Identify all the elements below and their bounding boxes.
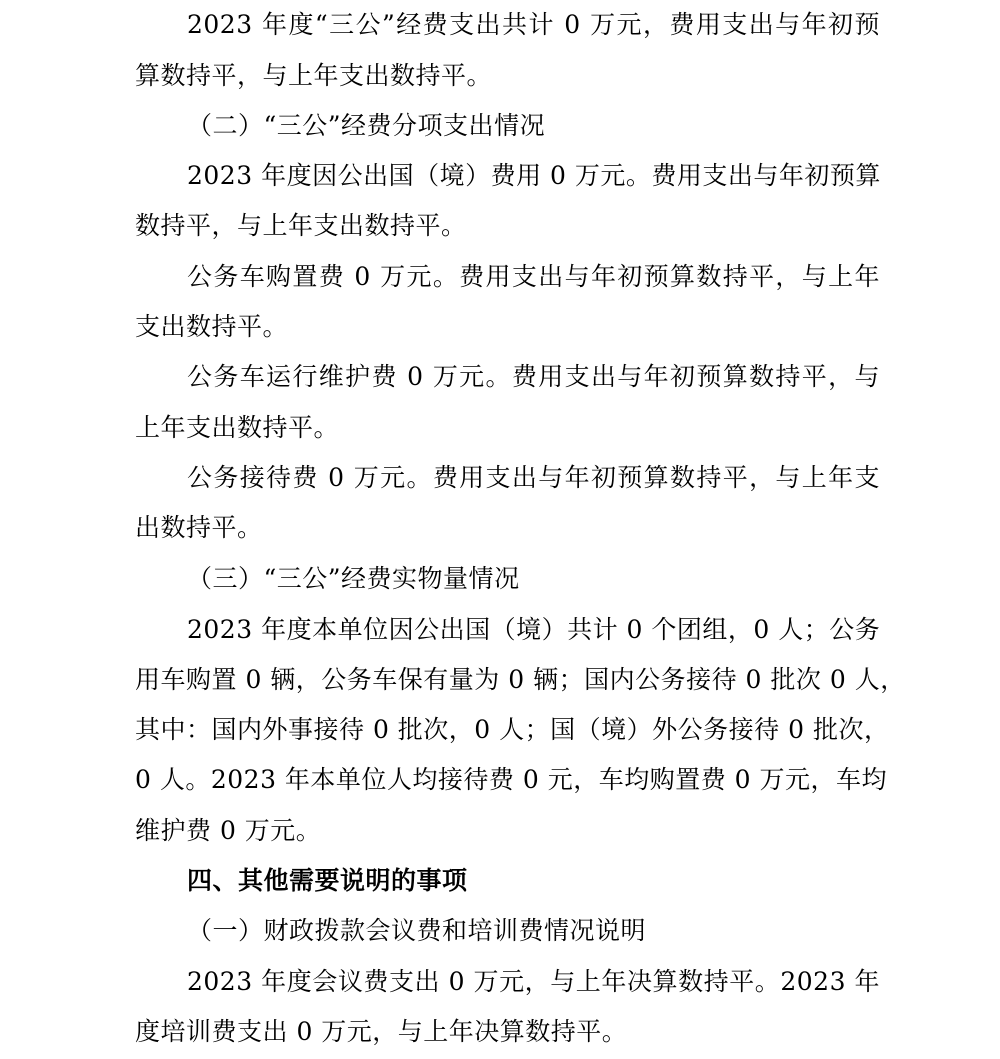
paragraph-line: 2023 年度因公出国（境）费用 0 万元。费用支出与年初预算 — [187, 161, 881, 190]
paragraph-line: 算数持平，与上年支出数持平。 — [135, 61, 493, 90]
paragraph-line: 2023 年度“三公”经费支出共计 0 万元，费用支出与年初预 — [187, 10, 880, 39]
subsection-heading: （二）“三公”经费分项支出情况 — [187, 111, 546, 140]
paragraph-line: 2023 年度会议费支出 0 万元，与上年决算数持平。2023 年 — [187, 967, 880, 996]
paragraph-line: 公务车运行维护费 0 万元。费用支出与年初预算数持平，与 — [187, 362, 880, 391]
paragraph-line: 公务车购置费 0 万元。费用支出与年初预算数持平，与上年 — [187, 262, 880, 291]
paragraph-line: 其中：国内外事接待 0 批次，0 人；国（境）外公务接待 0 批次， — [135, 715, 890, 744]
subsection-heading: （一）财政拨款会议费和培训费情况说明 — [187, 916, 647, 945]
paragraph-line: 用车购置 0 辆，公务车保有量为 0 辆；国内公务接待 0 批次 0 人， — [135, 665, 906, 694]
paragraph-line: 数持平，与上年支出数持平。 — [135, 211, 467, 240]
paragraph-line: 出数持平。 — [135, 513, 263, 542]
paragraph-line: 2023 年度本单位因公出国（境）共计 0 个团组，0 人；公务 — [187, 615, 881, 644]
paragraph-line: 公务接待费 0 万元。费用支出与年初预算数持平，与上年支 — [187, 463, 880, 492]
subsection-heading: （三）“三公”经费实物量情况 — [187, 564, 520, 593]
paragraph-line: 上年支出数持平。 — [135, 413, 340, 442]
paragraph-line: 0 人。2023 年本单位人均接待费 0 元，车均购置费 0 万元，车均 — [135, 765, 888, 794]
section-heading: 四、其他需要说明的事项 — [187, 866, 468, 895]
paragraph-line: 度培训费支出 0 万元，与上年决算数持平。 — [135, 1017, 628, 1046]
paragraph-line: 维护费 0 万元。 — [135, 816, 322, 845]
paragraph-line: 支出数持平。 — [135, 312, 289, 341]
